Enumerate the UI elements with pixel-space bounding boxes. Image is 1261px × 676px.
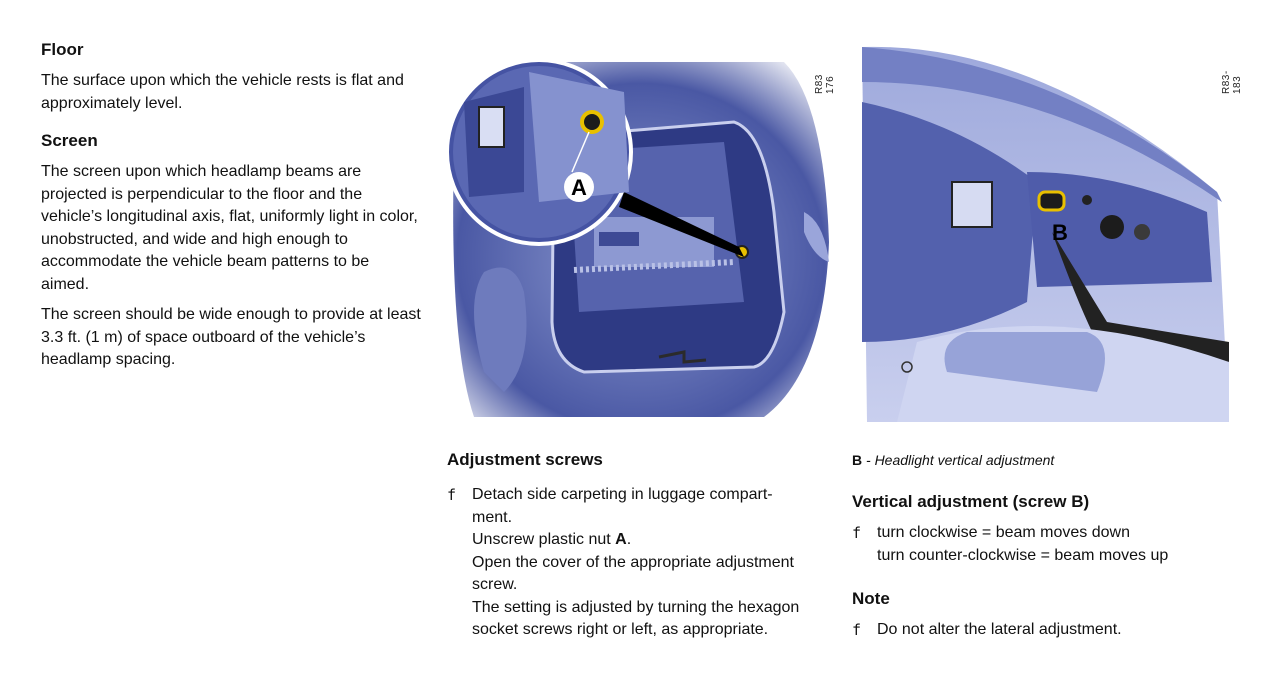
note-step [852, 619, 1242, 642]
note-heading: Note [852, 589, 890, 608]
luggage-compartment-illustration [444, 42, 834, 432]
adjustment-screws-heading: Adjustment screws [447, 450, 603, 469]
adjustment-step [447, 484, 837, 642]
step-line-unscrew: Unscrew plastic nut A. [472, 531, 632, 548]
adjustment-screws-section [447, 448, 837, 642]
vertical-adjustment-step [852, 522, 1242, 567]
figure-b-caption: B - Headlight vertical adjustment [852, 452, 1055, 468]
step-line: screw. [472, 576, 518, 593]
floor-text: The surface upon which the vehicle rests is flat and approximately level. [41, 72, 404, 112]
floor-heading: Floor [41, 40, 84, 59]
headlight-adjustment-illustration [857, 42, 1235, 432]
screen-text-2: The screen should be wide enough to provide at least 3.3 ft. (1 m) of space outboard of the vehicle’s headlamp spacing. [41, 306, 421, 368]
callout-a-label: A [571, 175, 587, 200]
bullet-icon: f [852, 524, 862, 542]
bullet-icon: f [447, 486, 457, 504]
nut-a-label: A [615, 531, 627, 548]
step-line: Detach side carpeting in luggage compart- [472, 486, 773, 503]
vertical-adjustment-heading: Vertical adjustment (screw B) [852, 492, 1090, 511]
figure-a-code: R83 176 [814, 74, 836, 94]
screen-text-1: The screen upon which headlamp beams are projected is perpendicular to the floor and the vehicle’s longitudinal axis, flat, uniformly light in color, unobstructed, and wide and high enough to accommodate the vehicle beam patterns to be aimed. [41, 163, 418, 293]
vertical-adjustment-section [852, 450, 1242, 642]
step-line: ment. [472, 508, 513, 526]
clockwise-line: turn clockwise = beam moves down [877, 524, 1130, 541]
figure-luggage-compartment [444, 42, 834, 432]
left-column [41, 38, 421, 372]
counter-clockwise-line: turn counter-clockwise = beam moves up [877, 546, 1169, 564]
screen-heading: Screen [41, 131, 98, 150]
step-line: The setting is adjusted by turning the hexagon [472, 598, 800, 616]
figure-b-code: R83-183 [1221, 70, 1243, 94]
callout-b-label: B [1052, 220, 1068, 245]
bullet-icon: f [852, 621, 862, 639]
step-line: socket screws right or left, as appropriate. [472, 621, 769, 638]
figure-headlight-adjustment [857, 42, 1243, 432]
note-text: Do not alter the lateral adjustment. [877, 621, 1122, 638]
step-line: Open the cover of the appropriate adjustment [472, 553, 794, 571]
